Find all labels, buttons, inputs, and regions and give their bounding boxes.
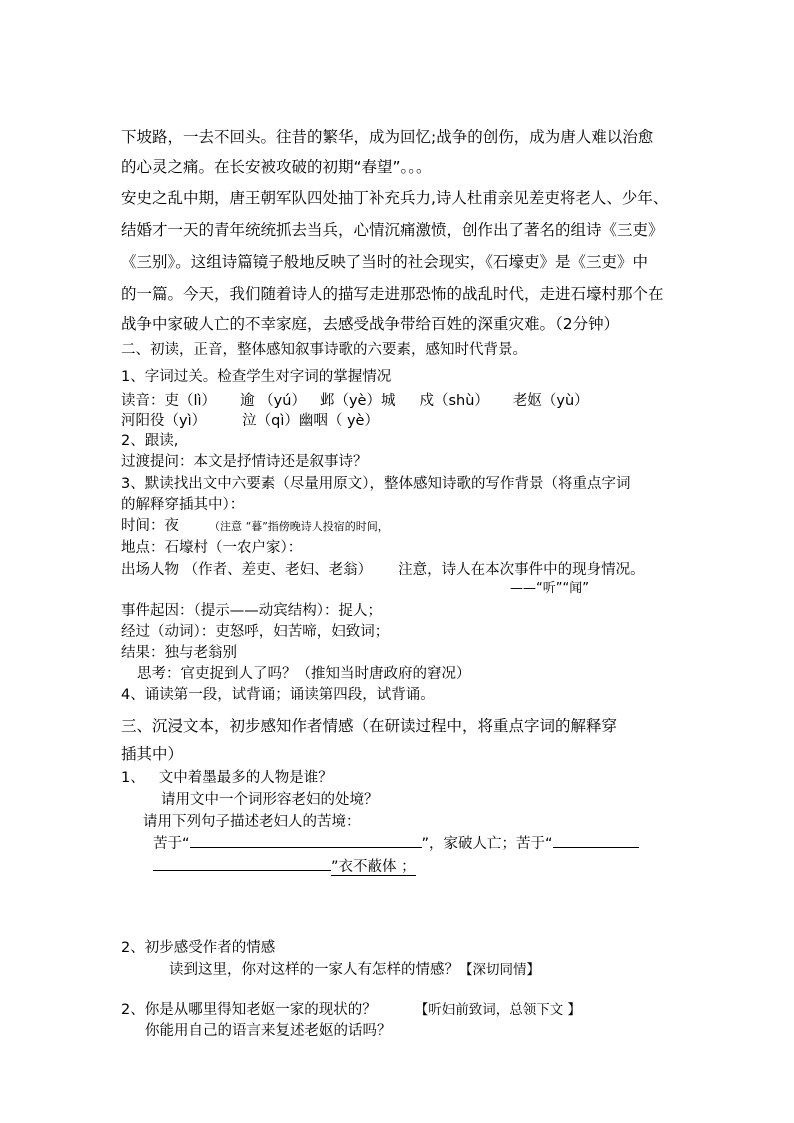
result-row: 结果：独与老翁别 — [121, 645, 237, 661]
list-item: 4、诵读第一段，试背诵；诵读第四段，试背诵。 — [121, 687, 435, 703]
pron-word: 逾 （yú） — [240, 393, 306, 409]
section-heading: 二、初读，正音，整体感知叙事诗歌的六要素，感知时代背景。 — [121, 342, 527, 358]
pron-word: 老妪（yù） — [512, 393, 589, 409]
fill-text: ”衣不蔽体 ； — [331, 859, 416, 875]
intro-line: 的一篇。今天，我们随着诗人的描写走进那恐怖的战乱时代，走进石壕村那个在 — [121, 285, 664, 303]
question-row — [121, 1000, 581, 1020]
time-row — [121, 516, 389, 537]
question-text: 2、你是从哪里得知老妪一家的现状的？ — [121, 1002, 377, 1018]
pron-word: 戍（shù） — [419, 393, 489, 409]
question-number: 1、 — [121, 770, 145, 786]
section-heading: 插其中） — [121, 745, 184, 763]
sub-question: 请用下列句子描述老妇人的苦境： — [143, 814, 361, 830]
characters-row — [121, 560, 645, 580]
sub-question: 请用文中一个词形容老妇的处境？ — [161, 792, 379, 808]
intro-line: 《三别》。这组诗篇镜子般地反映了当时的社会现实，《石壕吏》是《三吏》中 — [121, 253, 649, 271]
pron-word: 邺（yè）城 — [319, 393, 396, 409]
characters-note: 注意，诗人在本次事件中的现身情况。 — [398, 562, 645, 578]
time-label: 时间：夜 — [121, 518, 179, 534]
answer-note: 【深切同情】 — [459, 962, 540, 978]
intro-line: 的心灵之痛。在长安被攻破的初期“春望”。。。 — [121, 158, 432, 176]
question-text: 文中着墨最多的人物是谁？ — [158, 770, 333, 786]
intro-line: 结婚才一天的青年统统抓去当兵，心情沉痛激愤，创作出了著名的组诗《三吏》 — [121, 221, 664, 239]
fill-text: ”，家破人亡；苦于“ — [421, 836, 553, 852]
intro-line: 安史之乱中期，唐王朝军队四处抽丁补充兵力,诗人杜甫亲见差吏将老人、少年、 — [121, 189, 669, 207]
blank-field[interactable] — [153, 856, 331, 871]
section-heading: 三、沉浸文本，初步感知作者情感（在研读过程中，将重点字词的解释穿 — [121, 717, 618, 735]
think-row: 思考：官吏捉到人了吗？（推知当时唐政府的窘况） — [137, 666, 471, 682]
pron-word: 泣（qì）幽咽（ yè） — [242, 413, 379, 429]
blank-field[interactable] — [553, 833, 639, 848]
time-note: （注意 “暮”指傍晚诗人投宿的时间， — [209, 520, 389, 533]
intro-line: 下坡路，一去不回头。往昔的繁华，成为回忆;战争的创伤，成为唐人难以治愈 — [121, 128, 654, 146]
question-text: 读到这里，你对这样的一家人有怎样的情感？ — [169, 962, 459, 978]
pronunciation-row — [121, 391, 589, 411]
question-row — [121, 768, 333, 788]
fill-in-row — [153, 856, 416, 877]
pronunciation-row — [121, 411, 379, 431]
pron-word: 吏（lì） — [164, 393, 217, 409]
list-item: 的解释穿插其中）： — [121, 497, 245, 513]
cause-row: 事件起因：（提示——动宾结构）：捉人； — [121, 603, 382, 619]
pron-label: 读音： — [121, 393, 165, 409]
characters-hint: ——“听”“闻” — [510, 581, 589, 596]
pron-word: 河阳役（yì） — [121, 413, 207, 429]
process-row: 经过（动词）：吏怒呼，妇苦啼，妇致词； — [121, 624, 390, 640]
answer-note: 【听妇前致词，总领下文 】 — [414, 1002, 582, 1018]
list-item: 3、默读找出文中六要素（尽量用原文），整体感知诗歌的写作背景（将重点字词 — [121, 476, 631, 492]
list-item: 2、跟读, — [121, 433, 179, 449]
characters-label: 出场人物 （作者、差吏、老妇、老翁） — [121, 562, 373, 578]
fill-text: 苦于“ — [153, 836, 190, 852]
intro-line: 战争中家破人亡的不幸家庭，去感受战争带给百姓的深重灾难。（2分钟） — [121, 315, 620, 333]
fill-in-row — [153, 833, 639, 854]
question-row: 2、初步感受作者的情感 — [121, 940, 276, 956]
place-row: 地点：石壕村（一农户家）： — [121, 540, 303, 556]
sub-question — [169, 960, 540, 980]
blank-field[interactable] — [190, 833, 422, 848]
list-item: 1、字词过关。检查学生对字词的掌握情况 — [121, 369, 392, 385]
sub-question: 你能用自己的语言来复述老妪的话吗？ — [145, 1023, 392, 1039]
paragraph: 过渡提问：本文是抒情诗还是叙事诗？ — [121, 454, 368, 470]
